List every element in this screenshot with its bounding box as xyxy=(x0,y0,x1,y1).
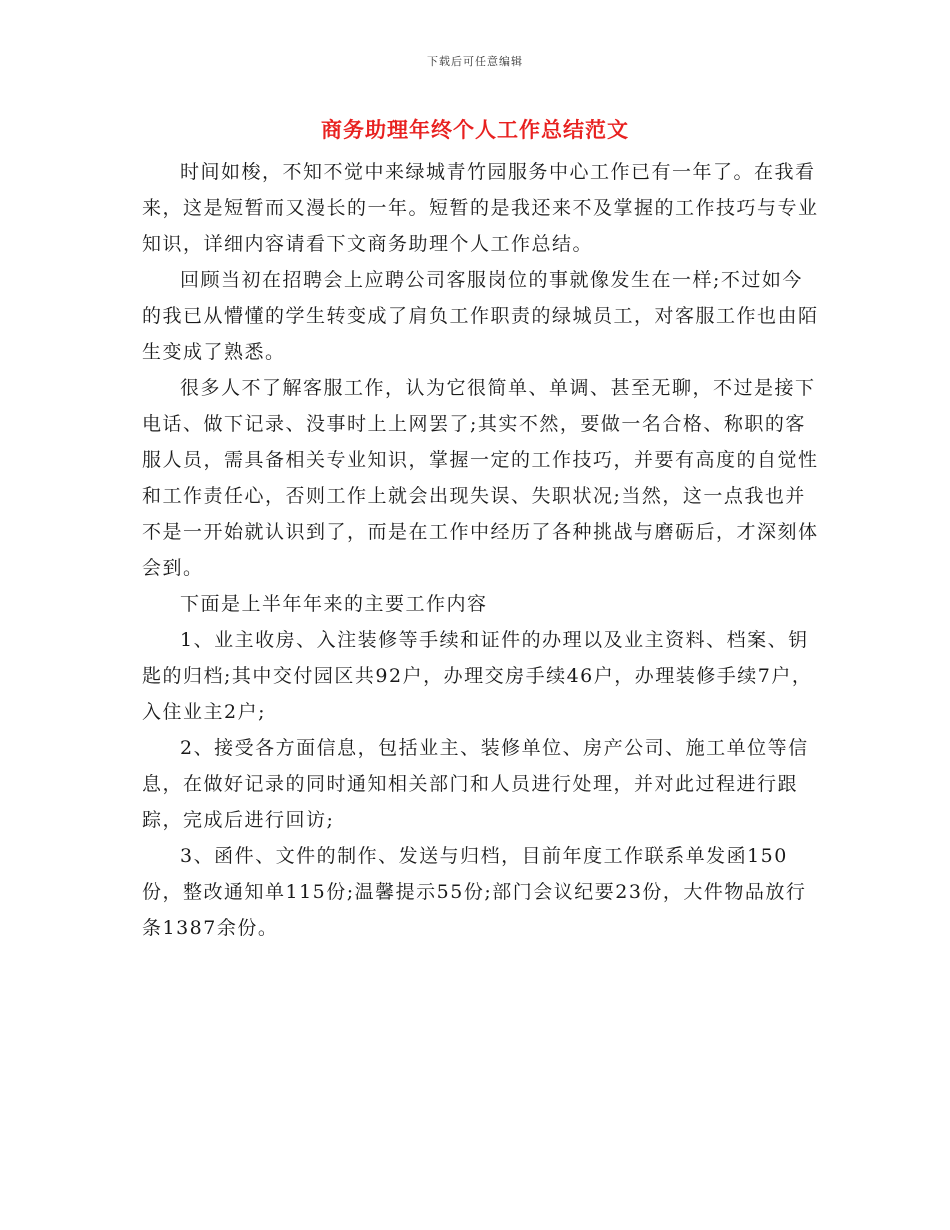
paragraph-item-3: 3、函件、文件的制作、发送与归档，目前年度工作联系单发函150份，整改通知单115份;温馨提示55份;部门会议纪要23份，大件物品放行条1387余份。 xyxy=(142,845,807,939)
paragraph-work-intro: 下面是上半年年来的主要工作内容 xyxy=(180,593,488,615)
document-title: 商务助理年终个人工作总结范文 xyxy=(321,117,629,142)
paragraph-item-2: 2、接受各方面信息，包括业主、装修单位、房产公司、施工单位等信息，在做好记录的同时通知相关部门和人员进行处理，并对此过程进行跟踪，完成后进行回访; xyxy=(142,737,809,831)
document-body xyxy=(142,154,822,946)
paragraph-item-1: 1、业主收房、入注装修等手续和证件的办理以及业主资料、档案、钥匙的归档;其中交付园区共92户，办理交房手续46户，办理装修手续7户，入住业主2户; xyxy=(142,629,813,723)
header-note: 下载后可任意编辑 xyxy=(427,55,523,68)
paragraph-intro: 时间如梭，不知不觉中来绿城青竹园服务中心工作已有一年了。在我看来，这是短暂而又漫长的一年。短暂的是我还来不及掌握的工作技巧与专业知识，详细内容请看下文商务助理个人工作总结。 xyxy=(142,161,819,255)
paragraph-review: 回顾当初在招聘会上应聘公司客服岗位的事就像发生在一样;不过如今的我已从懵懂的学生转变成了肩负工作职责的绿城员工，对客服工作也由陌生变成了熟悉。 xyxy=(142,269,819,363)
paragraph-customer-service: 很多人不了解客服工作，认为它很简单、单调、甚至无聊，不过是接下电话、做下记录、没事时上上网罢了;其实不然，要做一名合格、称职的客服人员，需具备相关专业知识，掌握一定的工作技巧，并要有高度的自觉性和工作责任心，否则工作上就会出现失误、失职状况;当然，这一点我也并不是一开始就认识到了，而是在工作中经历了各种挑战与磨砺后，才深刻体会到。 xyxy=(142,377,819,579)
